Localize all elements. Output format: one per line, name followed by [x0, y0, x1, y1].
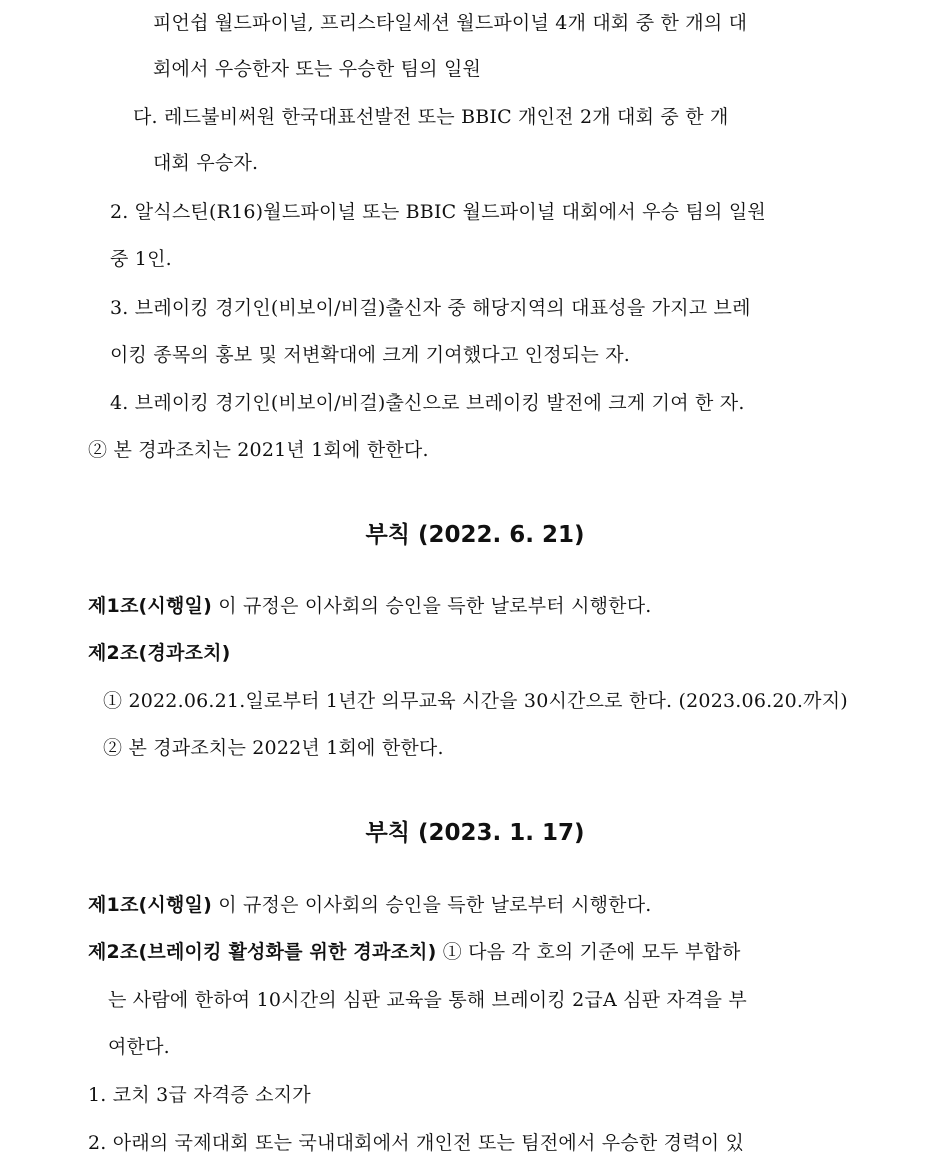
- addendum-heading-2023: 부칙 (2023. 1. 17): [365, 820, 585, 846]
- list-item-2-continued: 중 1인.: [110, 248, 172, 270]
- article-1-2023: [88, 892, 652, 918]
- article-2-2023-continued: 는 사람에 한하여 10시간의 심판 교육을 통해 브레이킹 2급A 심판 자격을 부: [108, 989, 747, 1011]
- paragraph-line: 피언쉽 월드파이널, 프리스타일세션 월드파이널 4개 대회 중 한 개의 대: [153, 12, 748, 34]
- paragraph-line: 회에서 우승한자 또는 우승한 팀의 일원: [153, 58, 482, 80]
- list-item-da: 다. 레드불비써원 한국대표선발전 또는 BBIC 개인전 2개 대회 중 한 개: [133, 106, 729, 128]
- article-title: 제2조(브레이킹 활성화를 위한 경과조치): [88, 941, 437, 963]
- list-item-3: 3. 브레이킹 경기인(비보이/비걸)출신자 중 해당지역의 대표성을 가지고 브레: [110, 297, 751, 319]
- list-item-4: 4. 브레이킹 경기인(비보이/비걸)출신으로 브레이킹 발전에 크게 기여 한 자.: [110, 392, 745, 414]
- article-text: 이 규정은 이사회의 승인을 득한 날로부터 시행한다.: [211, 894, 652, 916]
- clause-1-2022: ① 2022.06.21.일로부터 1년간 의무교육 시간을 30시간으로 한다. (2023.06.20.까지): [103, 690, 848, 712]
- list-item-2-2023: 2. 아래의 국제대회 또는 국내대회에서 개인전 또는 팀전에서 우승한 경력이 있: [88, 1132, 745, 1154]
- clause-2-2022: ② 본 경과조치는 2022년 1회에 한한다.: [103, 737, 444, 759]
- list-item-da-continued: 대회 우승자.: [153, 152, 259, 174]
- article-2-2022: [88, 640, 231, 666]
- article-text: ① 다음 각 호의 기준에 모두 부합하: [436, 941, 741, 963]
- clause-2: ② 본 경과조치는 2021년 1회에 한한다.: [88, 439, 429, 461]
- addendum-heading-2022: 부칙 (2022. 6. 21): [365, 522, 585, 548]
- list-item-1-2023: 1. 코치 3급 자격증 소지가: [88, 1084, 311, 1106]
- list-item-2: 2. 알식스틴(R16)월드파이널 또는 BBIC 월드파이널 대회에서 우승 팀의 일원: [110, 201, 766, 223]
- article-text: 이 규정은 이사회의 승인을 득한 날로부터 시행한다.: [211, 595, 652, 617]
- article-title: 제1조(시행일): [88, 894, 212, 916]
- list-item-3-continued: 이킹 종목의 홍보 및 저변확대에 크게 기여했다고 인정되는 자.: [110, 344, 631, 366]
- article-2-2023: [88, 939, 741, 965]
- article-title: 제2조(경과조치): [88, 642, 231, 664]
- article-1-2022: [88, 593, 652, 619]
- article-2-2023-continued: 여한다.: [108, 1036, 170, 1058]
- article-title: 제1조(시행일): [88, 595, 212, 617]
